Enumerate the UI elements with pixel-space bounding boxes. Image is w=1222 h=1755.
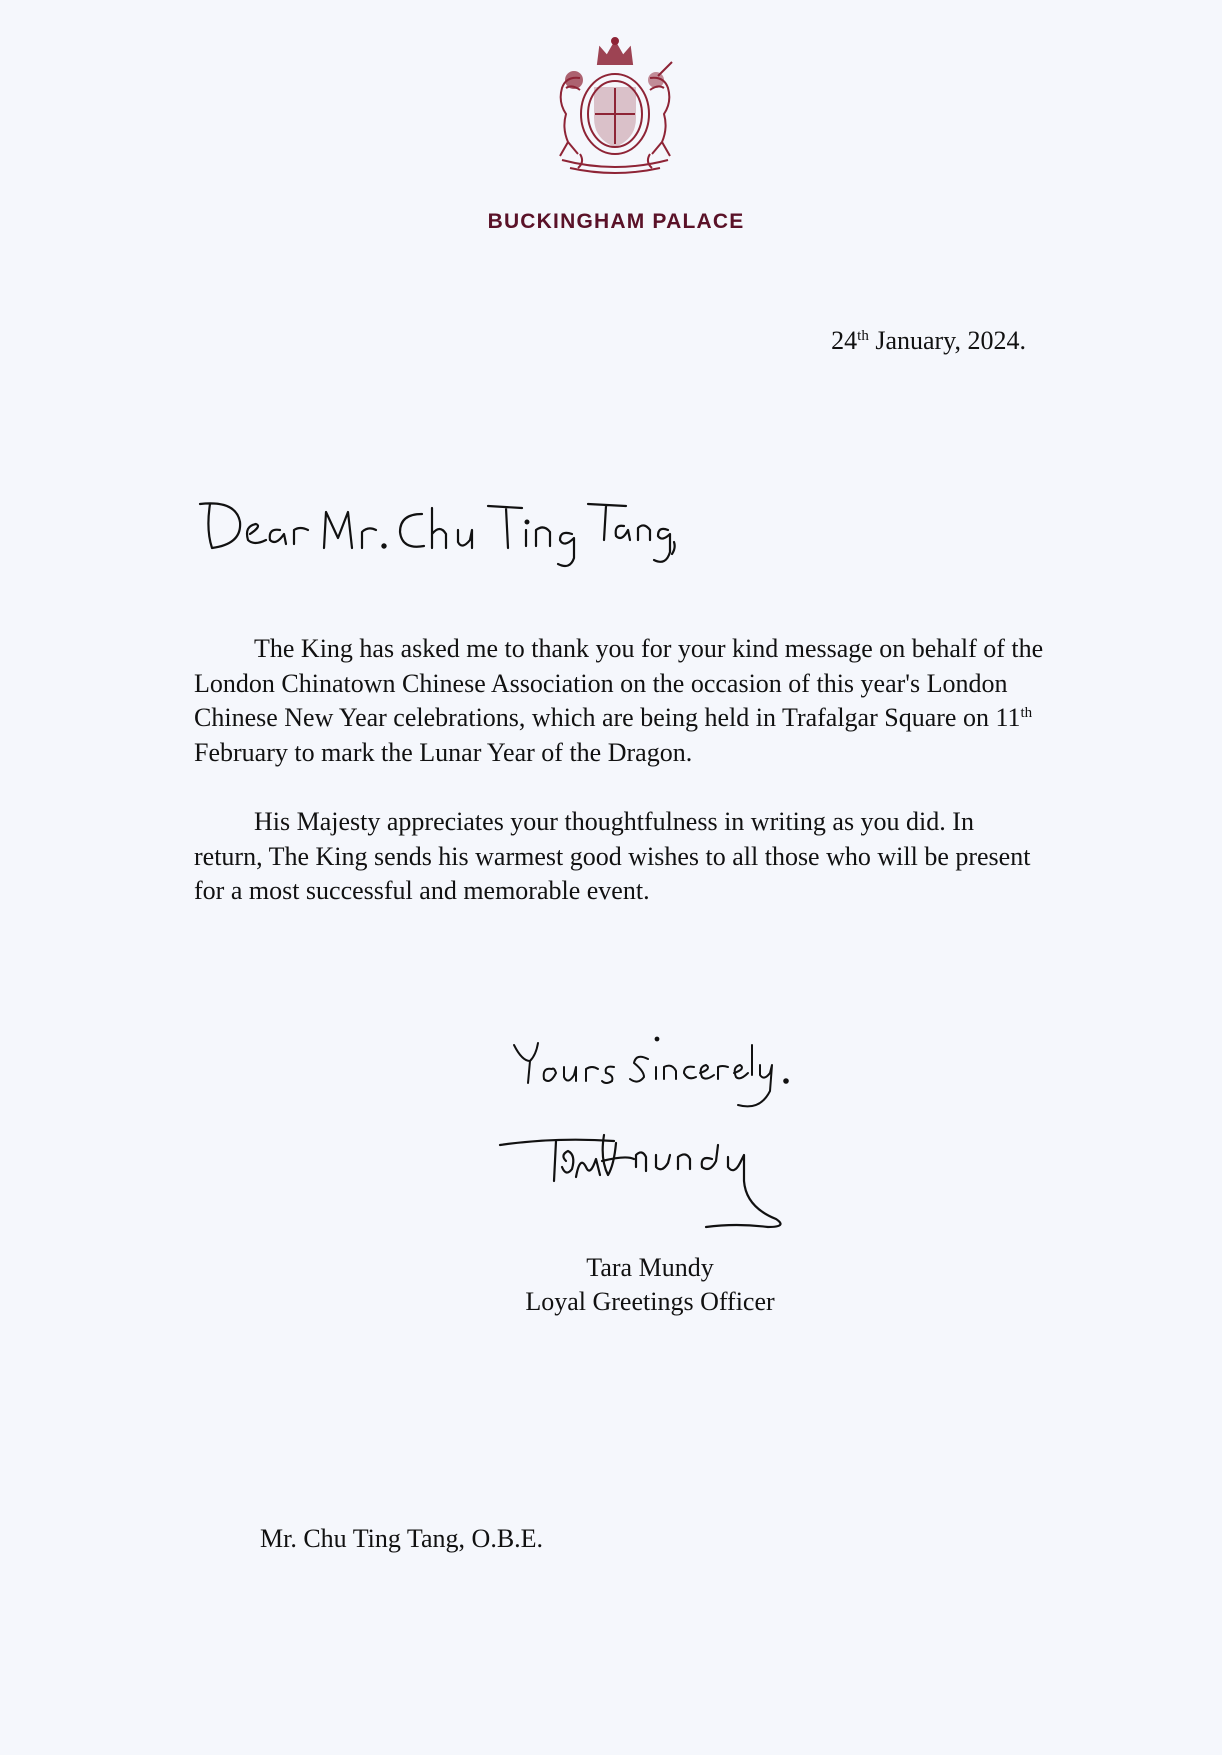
letter-date: 24th January, 2024.: [831, 326, 1026, 355]
signer-title: Loyal Greetings Officer: [525, 1287, 775, 1316]
recipient-address: Mr. Chu Ting Tang, O.B.E.: [260, 1524, 544, 1553]
royal-crest-icon: [540, 36, 690, 178]
handwritten-closing: [508, 1035, 798, 1117]
letterhead-title: BUCKINGHAM PALACE: [487, 210, 745, 233]
handwritten-salutation: [196, 490, 676, 570]
signature: [496, 1115, 836, 1245]
paragraph-2: His Majesty appreciates your thoughtfulness in writing as you did. In return, The King sends his warmest good wishes to all those who will be present for a most successful and memorable event.: [194, 807, 1031, 905]
paragraph-1: The King has asked me to thank you for your kind message on behalf of the London Chinatown Chinese Association on the occasion of this year's London Chinese New Year celebrations, which are being held in Trafalgar Square on 11th February to mark the Lunar Year of the Dragon.: [194, 634, 1044, 767]
letter-body: [194, 632, 1044, 944]
signer-name: Tara Mundy: [586, 1253, 714, 1282]
